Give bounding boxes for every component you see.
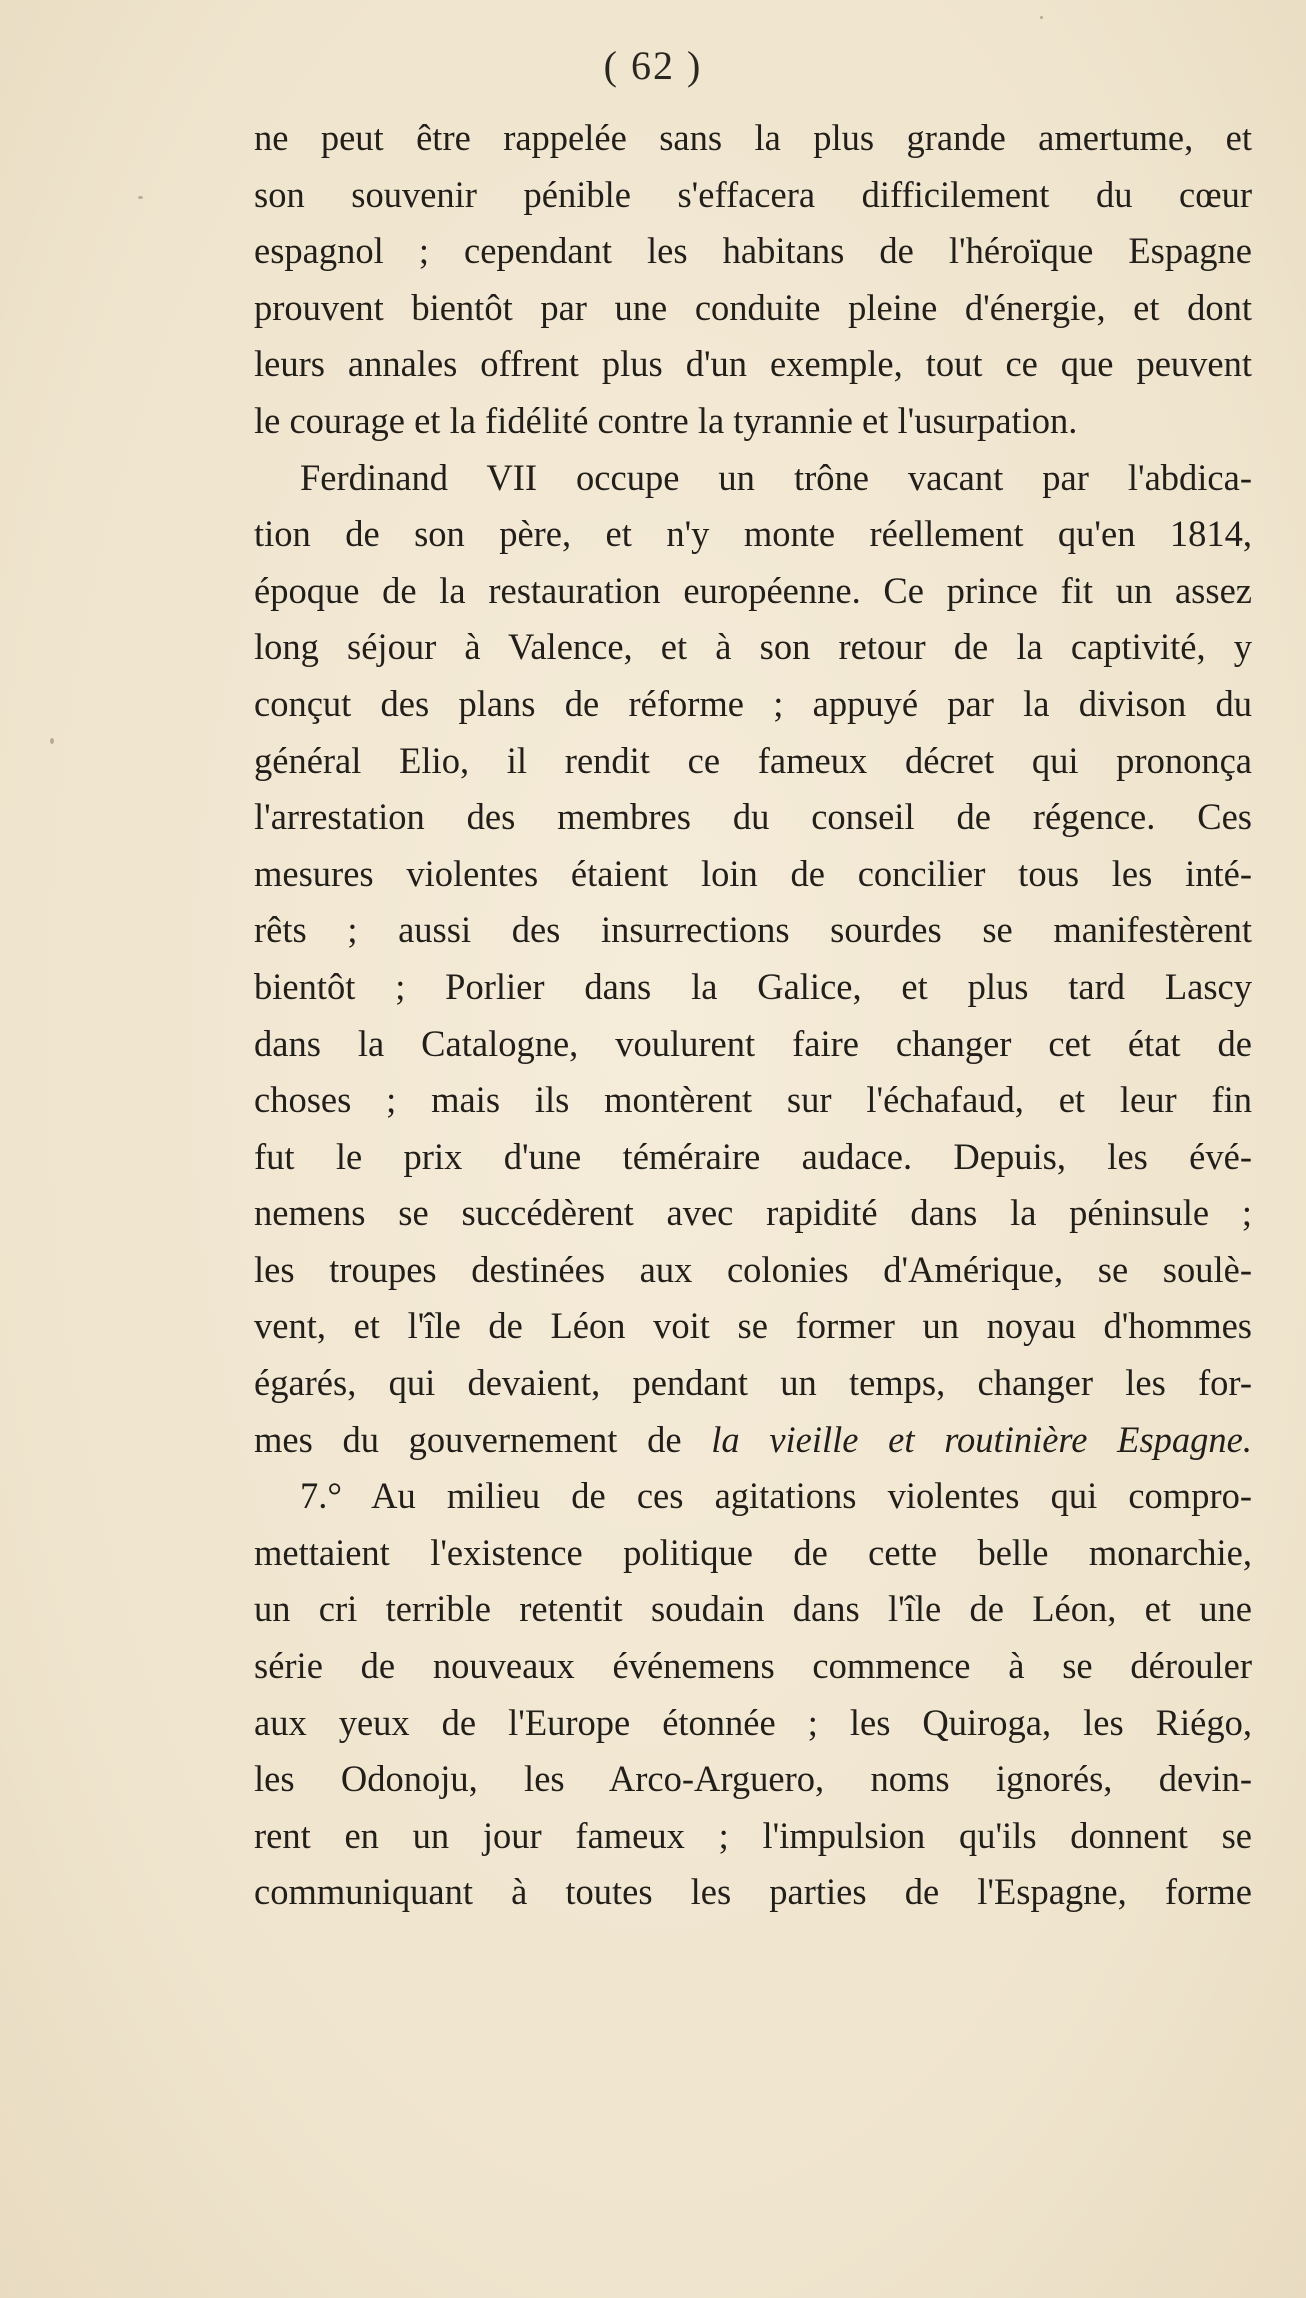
text-line: mesures violentes étaient loin de concilier tous les inté- <box>254 852 1252 894</box>
text-line: leurs annales offrent plus d'un exemple, tout ce que peuvent <box>254 343 1252 385</box>
text-line: série de nouveaux événemens commence à se dérouler <box>254 1645 1252 1687</box>
text-line: espagnol ; cependant les habitans de l'héroïque Espagne <box>254 230 1252 272</box>
text-line: long séjour à Valence, et à son retour de la captivité, y <box>254 626 1252 668</box>
text-segment: mes du gouvernement de <box>254 1418 712 1460</box>
text-line: dans la Catalogne, voulurent faire changer cet état de <box>254 1022 1252 1064</box>
text-line: les Odonoju, les Arco-Arguero, noms ignorés, devin- <box>254 1758 1252 1800</box>
text-line: ne peut être rappelée sans la plus grande amertume, et <box>254 117 1252 158</box>
text-line: communiquant à toutes les parties de l'Espagne, forme <box>254 1871 1252 1913</box>
text-line: tion de son père, et n'y monte réellement qu'en 1814, <box>254 513 1252 555</box>
text-line: général Elio, il rendit ce fameux décret qui prononça <box>254 739 1252 781</box>
text-line: rent en un jour fameux ; l'impulsion qu'ils donnent se <box>254 1814 1252 1856</box>
text-line-paragraph-start: 7.° Au milieu de ces agitations violentes qui compro- <box>300 1475 1252 1517</box>
paper-speck <box>50 738 54 744</box>
text-line: époque de la restauration européenne. Ce prince fit un assez <box>254 569 1252 611</box>
text-line: conçut des plans de réforme ; appuyé par la divison du <box>254 682 1252 724</box>
text-line: les troupes destinées aux colonies d'Amérique, se soulè- <box>254 1248 1252 1290</box>
body-text <box>254 110 1252 1921</box>
text-line: son souvenir pénible s'effacera difficilement du cœur <box>254 173 1252 215</box>
italic-phrase: la vieille et routinière Espagne. <box>711 1418 1252 1460</box>
text-line: l'arrestation des membres du conseil de régence. Ces <box>254 796 1252 838</box>
text-line: prouvent bientôt par une conduite pleine d'énergie, et dont <box>254 286 1252 328</box>
text-line: vent, et l'île de Léon voit se former un noyau d'hommes <box>254 1305 1252 1347</box>
text-line-paragraph-start: Ferdinand VII occupe un trône vacant par l'abdica- <box>300 456 1252 498</box>
text-line: bientôt ; Porlier dans la Galice, et plus tard Lascy <box>254 965 1252 1007</box>
paper-speck <box>1040 16 1043 19</box>
text-line: mettaient l'existence politique de cette belle monarchie, <box>254 1531 1252 1573</box>
text-line: le courage et la fidélité contre la tyrannie et l'usurpation. <box>254 399 1078 441</box>
text-line-with-italic <box>254 1412 1252 1469</box>
text-line: rêts ; aussi des insurrections sourdes se manifestèrent <box>254 909 1252 951</box>
text-line: égarés, qui devaient, pendant un temps, changer les for- <box>254 1362 1252 1404</box>
text-line: un cri terrible retentit soudain dans l'île de Léon, et une <box>254 1588 1252 1630</box>
text-line: choses ; mais ils montèrent sur l'échafaud, et leur fin <box>254 1079 1252 1121</box>
text-line: aux yeux de l'Europe étonnée ; les Quiroga, les Riégo, <box>254 1701 1252 1743</box>
page-number: ( 62 ) <box>603 43 703 88</box>
text-line: nemens se succédèrent avec rapidité dans la péninsule ; <box>254 1192 1252 1234</box>
text-line: fut le prix d'une téméraire audace. Depuis, les évé- <box>254 1135 1252 1177</box>
paper-speck <box>138 196 143 199</box>
